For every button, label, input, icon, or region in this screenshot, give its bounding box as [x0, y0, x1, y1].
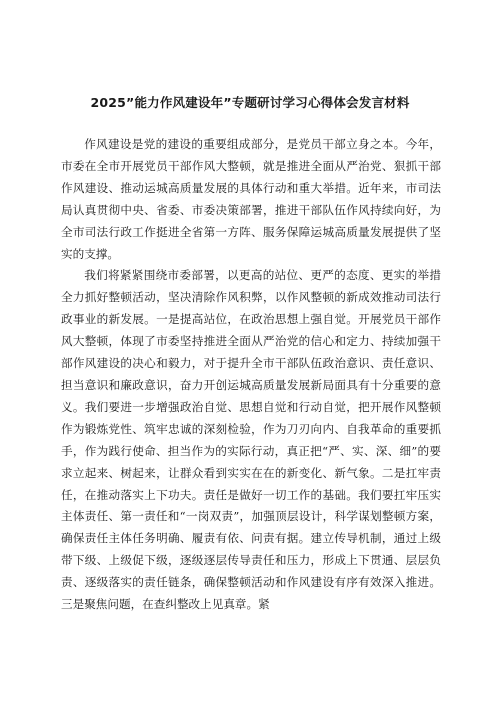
document-title: 2025”能力作风建设年”专题研讨学习心得体会发言材料 [90, 95, 410, 110]
paragraph-2: 我们将紧紧围绕市委部署，以更高的站位、更严的态度、更实的举措全力抓好整顿活动，坚决清除作风积弊，以作风整顿的新成效推动司法行政事业的新发展。一是提高站位，在政治思想上强自觉。开展党员干部作风大整顿，体现了市委坚持推进全面从严治党的信心和定力、持续加强干部作风建设的决心和毅力，对于提升全市干部队伍政治意识、责任意识、担当意识和廉政意识，奋力开创运城高质量发展新局面具有十分重要的意义。我们要进一步增强政治自觉、思想自觉和行动自觉，把开展作风整顿作为锻炼党性、筑牢忠诚的深刻检验，作为刀刃向内、自我革命的重要抓手，作为践行使命、担当作为的实际行动，真正把“严、实、深、细”的要求立起来、树起来，让群众看到实实在在的新变化、新气象。二是扛牢责任，在推动落实上下功夫。责任是做好一切工作的基础。我们要扛牢压实主体责任、第一责任和“一岗双责”，加强顶层设计，科学谋划整顿方案，确保责任主体任务明确、履责有依、问责有据。建立传导机制，通过上级带下级、上级促下级，逐级逐层传导责任和压力，形成上下贯通、层层负责、逐级落实的责任链条，确保整顿活动和作风建设有序有效深入推进。三是聚焦问题，在查纠整改上见真章。紧 [61, 268, 441, 612]
paragraph-1: 作风建设是党的建设的重要组成部分，是党员干部立身之本。今年，市委在全市开展党员干部作风大整顿，就是推进全面从严治党、狠抓干部作风建设、推动运城高质量发展的具体行动和重大举措。近年来，市司法局认真贯彻中央、省委、市委决策部署，推进干部队伍作风持续向好，为全市司法行政工作挺进全省第一方阵、服务保障运城高质量发展提供了坚实的支撑。 [61, 137, 441, 261]
document-body [61, 134, 441, 616]
